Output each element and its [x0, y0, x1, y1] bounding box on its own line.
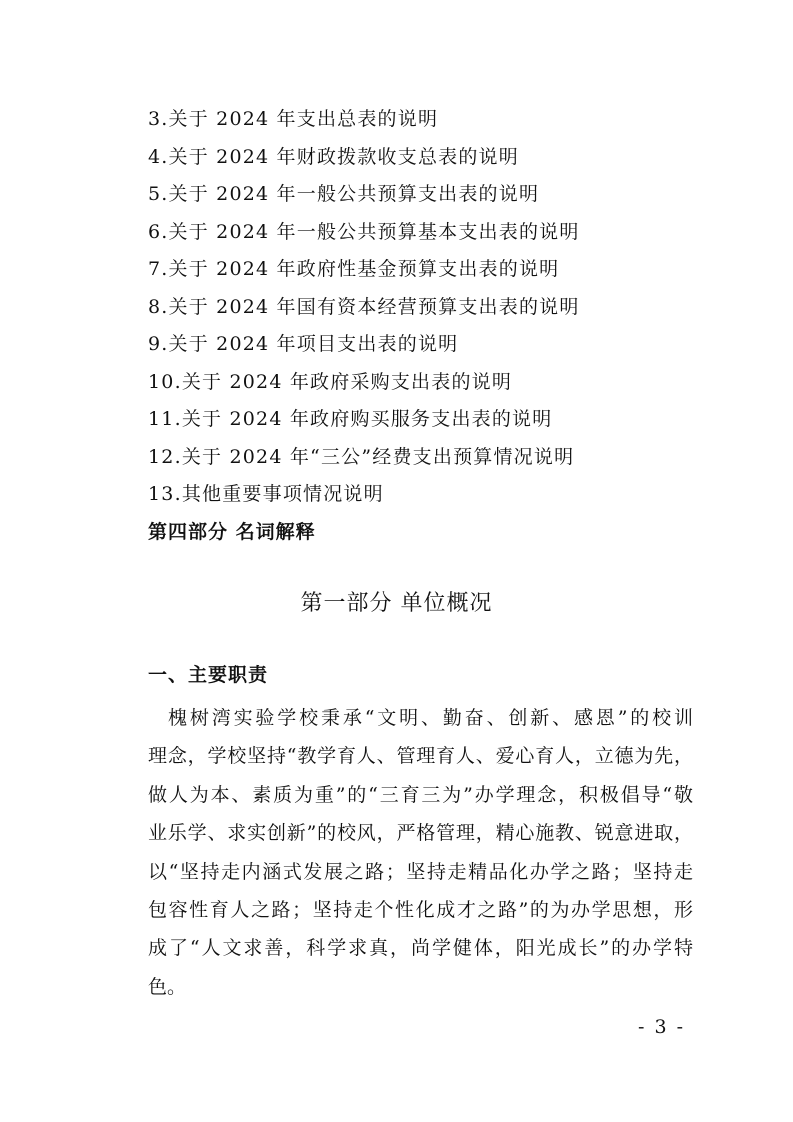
section-heading-main-duties: 一、主要职责: [148, 664, 269, 686]
part1-title: 第一部分 单位概况: [300, 591, 493, 616]
paragraph-line: 色。: [148, 975, 187, 998]
paragraph-line: 包容性育人之路；坚持走个性化成才之路”的为办学思想，形: [148, 898, 693, 921]
body-paragraph: [148, 702, 693, 1009]
toc-item: 10.关于 2024 年政府采购支出表的说明: [148, 370, 513, 393]
paragraph-line: 成了“人文求善，科学求真，尚学健体，阳光成长”的办学特: [148, 937, 693, 960]
toc-item: 9.关于 2024 年项目支出表的说明: [148, 333, 459, 355]
toc-item: 7.关于 2024 年政府性基金预算支出表的说明: [148, 258, 560, 280]
toc-item: 3.关于 2024 年支出总表的说明: [148, 108, 439, 130]
toc-item: 12.关于 2024 年“三公”经费支出预算情况说明: [148, 445, 575, 468]
paragraph-line: 理念，学校坚持“教学育人、管理育人、爱心育人，立德为先，: [148, 745, 693, 768]
toc-item: 11.关于 2024 年政府购买服务支出表的说明: [148, 408, 553, 430]
table-of-contents: [148, 104, 580, 554]
toc-item: 6.关于 2024 年一般公共预算基本支出表的说明: [148, 220, 580, 243]
page-number: - 3 -: [637, 1016, 685, 1038]
paragraph-line: 做人为本、素质为重”的“三育三为”办学理念，积极倡导“敬: [148, 783, 693, 806]
toc-item: 13.其他重要事项情况说明: [148, 483, 384, 505]
paragraph-line: 槐树湾实验学校秉承“文明、勤奋、创新、感恩”的校训: [168, 707, 693, 729]
paragraph-line: 以“坚持走内涵式发展之路；坚持走精品化办学之路；坚持走: [148, 860, 693, 883]
toc-item: 5.关于 2024 年一般公共预算支出表的说明: [148, 183, 540, 205]
toc-item: 8.关于 2024 年国有资本经营预算支出表的说明: [148, 295, 580, 318]
toc-part4-heading: 第四部分 名词解释: [148, 520, 316, 543]
paragraph-line: 业乐学、求实创新”的校风，严格管理，精心施教、锐意进取，: [148, 822, 693, 845]
toc-item: 4.关于 2024 年财政拨款收支总表的说明: [148, 145, 519, 168]
